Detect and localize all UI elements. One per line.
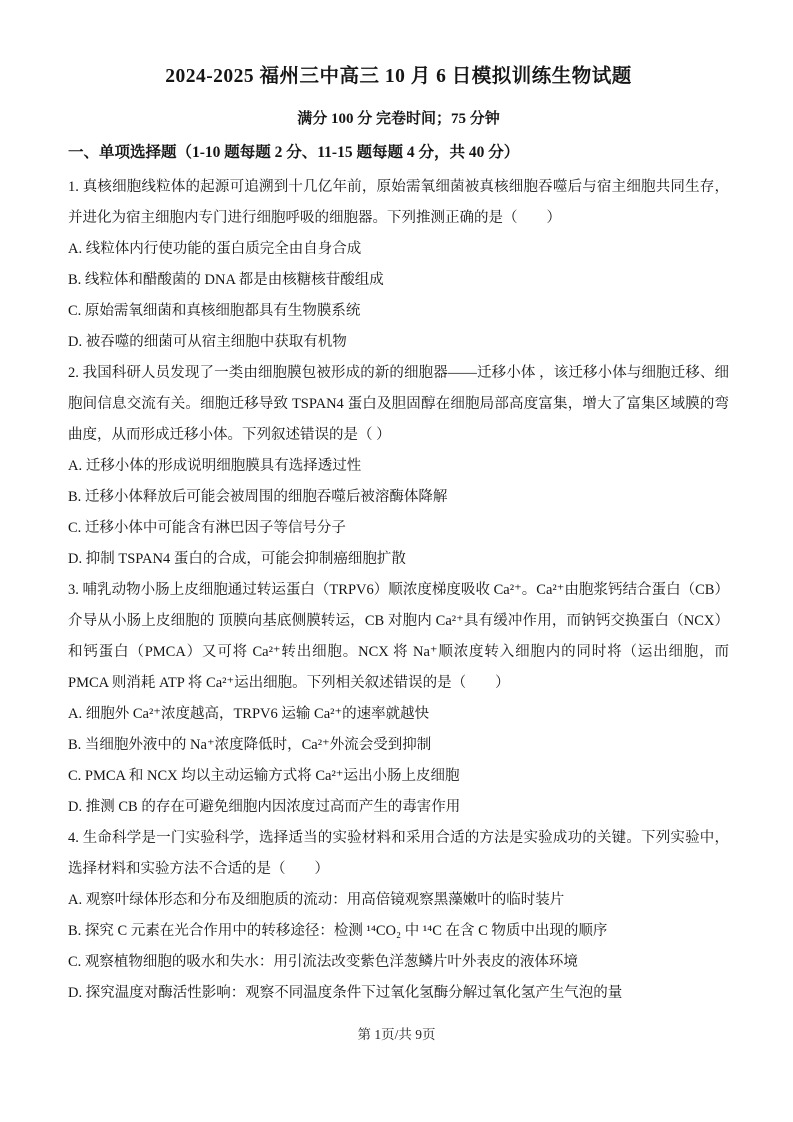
- question-1-option-a: A. 线粒体内行使功能的蛋白质完全由自身合成: [68, 241, 362, 257]
- question-1-option-b: B. 线粒体和醋酸菌的 DNA 都是由核糖核苷酸组成: [68, 272, 384, 288]
- question-2-stem: 2. 我国科研人员发现了一类由细胞膜包被形成的新的细胞器——迁移小体 ，该迁移小体与细胞迁移、细胞间信息交流有关。细胞迁移导致 TSPAN4 蛋白及胆固醇在细胞局部高度富集，增大了富集区域膜的弯曲度，从而形成迁移小体。下列叙述错误的是（ ）: [68, 365, 729, 443]
- question-4-option-b: B. 探究 C 元素在光合作用中的转移途径：检测 ¹⁴CO₂ 中 ¹⁴C 在含 C 物质中出现的顺序: [68, 923, 608, 939]
- section-heading: 一、单项选择题（1-10 题每题 2 分、11-15 题每题 4 分，共 40 分）: [68, 144, 520, 161]
- question-2-option-b: B. 迁移小体释放后可能会被周围的细胞吞噬后被溶酶体降解: [68, 489, 448, 505]
- document-subtitle: 满分 100 分 完卷时间；75 分钟: [297, 111, 500, 127]
- question-4-option-a: A. 观察叶绿体形态和分布及细胞质的流动：用高倍镜观察黑藻嫩叶的临时装片: [68, 892, 565, 908]
- page-number: 第 1页/共 9页: [357, 1027, 436, 1042]
- question-1: [68, 172, 729, 358]
- question-4: [68, 823, 729, 1009]
- question-3-option-a: A. 细胞外 Ca²⁺浓度越高，TRPV6 运输 Ca²⁺的速率就越快: [68, 706, 430, 722]
- question-1-option-c: C. 原始需氧细菌和真核细胞都具有生物膜系统: [68, 303, 361, 319]
- question-3: [68, 575, 729, 823]
- question-2: [68, 358, 729, 575]
- question-2-option-c: C. 迁移小体中可能含有淋巴因子等信号分子: [68, 520, 346, 536]
- question-4-stem: 4. 生命科学是一门实验科学，选择适当的实验材料和采用合适的方法是实验成功的关键。下列实验中，选择材料和实验方法不合适的是（ ）: [68, 830, 729, 877]
- question-3-option-b: B. 当细胞外液中的 Na⁺浓度降低时，Ca²⁺外流会受到抑制: [68, 737, 432, 753]
- question-1-stem: 1. 真核细胞线粒体的起源可追溯到十几亿年前，原始需氧细菌被真核细胞吞噬后与宿主细胞共同生存，并进化为宿主细胞内专门进行细胞呼吸的细胞器。下列推测正确的是（ ）: [68, 179, 729, 226]
- question-2-option-d: D. 抑制 TSPAN4 蛋白的合成，可能会抑制癌细胞扩散: [68, 551, 406, 567]
- question-3-option-d: D. 推测 CB 的存在可避免细胞内因浓度过高而产生的毒害作用: [68, 799, 461, 815]
- question-list: [68, 172, 729, 1009]
- question-3-option-c: C. PMCA 和 NCX 均以主动运输方式将 Ca²⁺运出小肠上皮细胞: [68, 768, 460, 784]
- question-3-stem: 3. 哺乳动物小肠上皮细胞通过转运蛋白（TRPV6）顺浓度梯度吸收 Ca²⁺。Ca²⁺由胞浆钙结合蛋白（CB）介导从小肠上皮细胞的 顶膜向基底侧膜转运，CB 对胞内 Ca²⁺具有缓冲作用，而钠钙交换蛋白（NCX）和钙蛋白（PMCA）又可将 Ca²⁺转出细胞。NCX 将 Na⁺顺浓度转入细胞内的同时将（运出细胞，而 PMCA 则消耗 ATP 将 Ca²⁺运出细胞。下列相关叙述错误的是（ ）: [68, 582, 729, 691]
- question-4-option-c: C. 观察植物细胞的吸水和失水：用引流法改变紫色洋葱鳞片叶外表皮的液体环境: [68, 954, 578, 970]
- question-1-option-d: D. 被吞噬的细菌可从宿主细胞中获取有机物: [68, 334, 347, 350]
- question-4-option-d: D. 探究温度对酶活性影响：观察不同温度条件下过氧化氢酶分解过氧化氢产生气泡的量: [68, 985, 623, 1001]
- question-2-option-a: A. 迁移小体的形成说明细胞膜具有选择透过性: [68, 458, 362, 474]
- document-title: 2024-2025 福州三中高三 10 月 6 日模拟训练生物试题: [165, 66, 632, 87]
